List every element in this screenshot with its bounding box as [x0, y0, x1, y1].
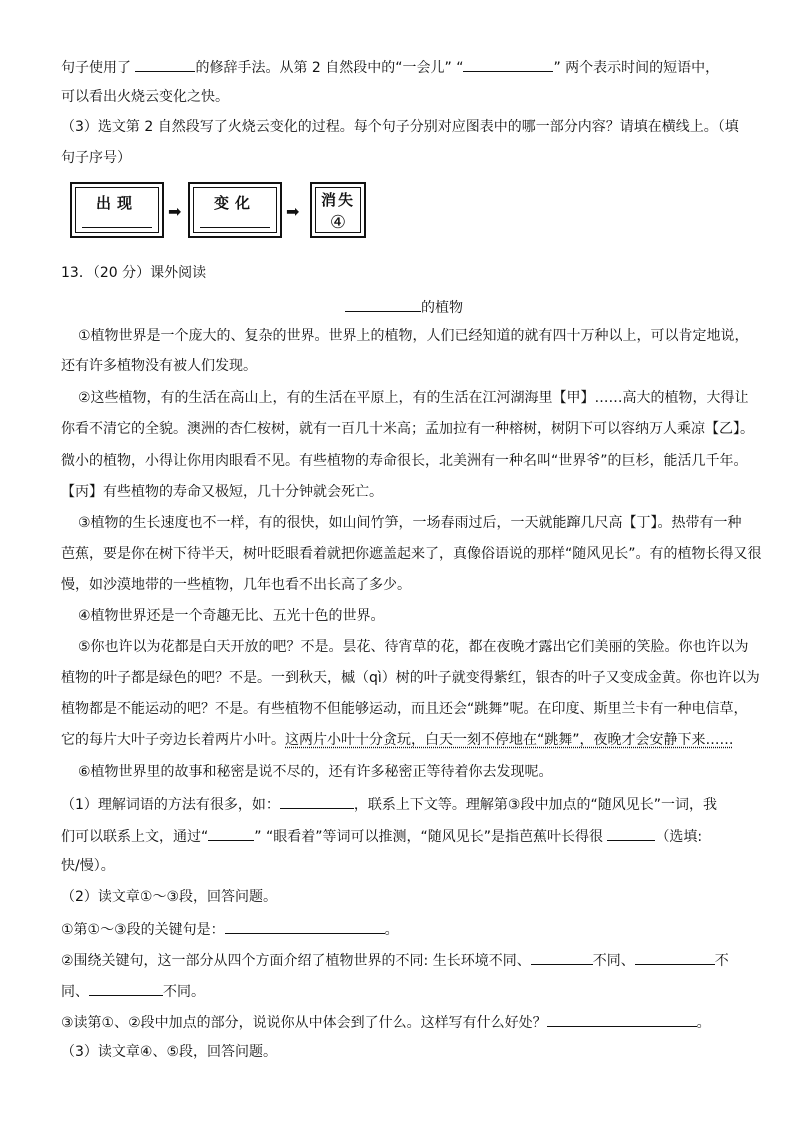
flow-box-disappear: 消失 ④ [310, 182, 366, 238]
answer-blank[interactable] [200, 227, 270, 228]
subq-1: （1）理解词语的方法有很多，如： ，联系上下文等。理解第③段中加点的“随风见长”一词，我 [61, 792, 717, 816]
para-2-cont: 【丙】有些植物的寿命又极短，几十分钟就会死亡。 [61, 484, 383, 500]
para-3: ③植物的生长速度也不一样，有的很快，如山间竹笋，一场春雨过后，一天就能蹿几尺高【丁】。热带有一种 [78, 515, 742, 531]
subq-1-cont: 们可以联系上文，通过“ ” “眼看着”等词可以推测，“随风见长”是指芭蕉叶长得很 （选填: [61, 824, 702, 848]
para-3-cont: 芭蕉，要是你在树下待半天，树叶眨眼看着就把你遮盖起来了，真像俗语说的那样“随风见长”。有的植物长得又很 [61, 546, 762, 562]
dotted-emphasis: 这两片小叶十分贪玩，白天一刻不停地在“跳舞”，夜晚才会安静下来…… [285, 732, 734, 748]
q13-header: 13．（20 分）课外阅读 [61, 265, 207, 281]
answer-blank[interactable] [547, 1010, 697, 1027]
subq-2c: ③读第①、②段中加点的部分，说说你从中体会到了什么。这样写有什么好处？ 。 [61, 1010, 711, 1034]
subq-1-cont: 快/慢）。 [61, 858, 115, 874]
q12-line-2: 可以看出火烧云变化之快。 [61, 89, 229, 105]
subq-3: （3）读文章④、⑤段，回答问题。 [61, 1044, 278, 1060]
answer-blank[interactable] [135, 55, 195, 72]
subq-2b-cont: 同、 不同。 [61, 979, 205, 1003]
answer-blank[interactable] [531, 948, 593, 965]
answer-blank[interactable] [225, 917, 385, 934]
para-5-cont: 它的每片大叶子旁边长着两片小叶。这两片小叶十分贪玩，白天一刻不停地在“跳舞”，夜晚才会安静下来…… [61, 732, 734, 748]
answer-blank[interactable] [82, 227, 152, 228]
arrow-right-icon: ➡ [286, 202, 300, 221]
q12-sub3: （3）选文第 2 自然段写了火烧云变化的过程。每个句子分别对应图表中的哪一部分内容？请填在横线上。（填 [61, 119, 739, 135]
subq-2b: ②围绕关键句，这一部分从四个方面介绍了植物世界的不同: 生长环境不同、 不同、 不 [61, 948, 729, 972]
para-2-cont: 你看不清它的全貌。澳洲的杏仁桉树，就有一百几十米高；孟加拉有一种榕树，树阴下可以容纳万人乘凉【乙】。 [61, 421, 754, 437]
para-4: ④植物世界还是一个奇趣无比、五光十色的世界。 [78, 608, 385, 624]
answer-blank[interactable] [280, 792, 354, 809]
q12-sub3-cont: 句子序号） [61, 150, 131, 166]
answer-blank[interactable] [89, 979, 163, 996]
subq-2a: ①第①～③段的关键句是： 。 [61, 917, 399, 941]
title-blank[interactable] [345, 295, 421, 312]
flow-diagram [70, 182, 370, 242]
para-1-cont: 还有许多植物没有被人们发现。 [61, 358, 257, 374]
answer-blank[interactable] [607, 824, 655, 841]
answer-blank[interactable] [463, 55, 553, 72]
flow-box-change: 变化 [188, 182, 282, 238]
para-3-cont: 慢，如沙漠地带的一些植物，几年也看不出长高了多少。 [61, 577, 411, 593]
subq-2: （2）读文章①～③段，回答问题。 [61, 889, 278, 905]
para-5: ⑤你也许以为花都是白天开放的吧？不是。昙花、待宵草的花，都在夜晚才露出它们美丽的笑脸。你也许以为 [78, 639, 749, 655]
q12-line-1: 句子使用了 的修辞手法。从第 2 自然段中的“一会儿” “ ” 两个表示时间的短语中， [61, 55, 719, 79]
arrow-right-icon: ➡ [168, 202, 182, 221]
answer-blank[interactable] [635, 948, 715, 965]
passage-title: 的植物 [345, 295, 463, 317]
para-5-cont: 植物的叶子都是绿色的吧？不是。一到秋天，槭（qì）树的叶子就变得紫红，银杏的叶子又变成金黄。你也许以为 [61, 670, 760, 686]
para-2-cont: 微小的植物，小得让你用肉眼看不见。有些植物的寿命很长，北美洲有一种名叫“世界爷”的巨杉，能活几千年。 [61, 453, 748, 469]
para-6: ⑥植物世界里的故事和秘密是说不尽的，还有许多秘密正等待着你去发现呢。 [78, 764, 553, 780]
para-2: ②这些植物，有的生活在高山上，有的生活在平原上，有的生活在江河湖海里【甲】……高大的植物，大得让 [78, 390, 749, 406]
para-1: ①植物世界是一个庞大的、复杂的世界。世界上的植物，人们已经知道的就有四十万种以上，可以肯定地说， [78, 328, 749, 344]
para-5-cont: 植物都是不能运动的吧？不是。有些植物不但能够运动，而且还会“跳舞”呢。在印度、斯里兰卡有一种电信草， [61, 701, 748, 717]
flow-box-appear: 出现 [70, 182, 164, 238]
answer-blank[interactable] [208, 824, 254, 841]
